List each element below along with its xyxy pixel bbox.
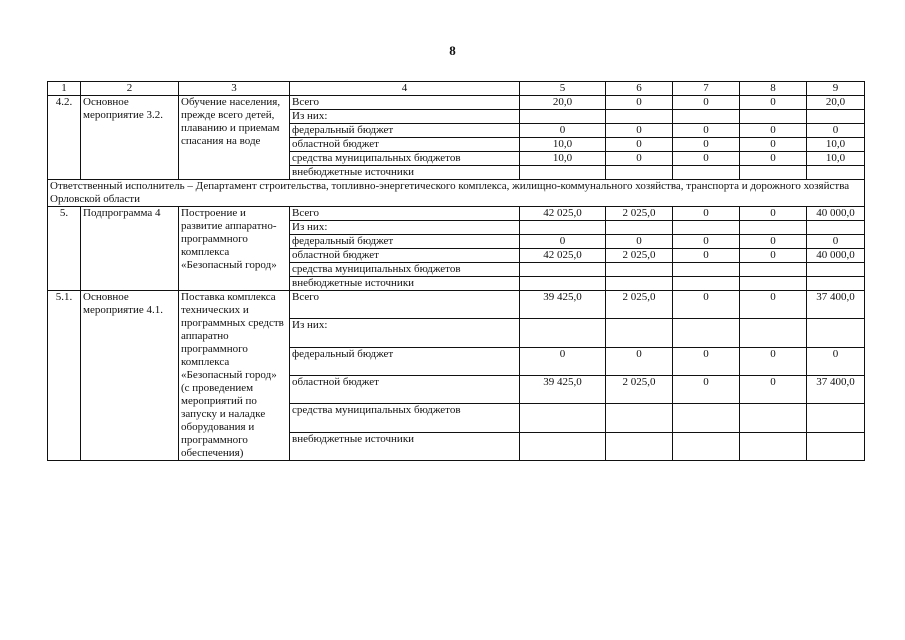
value-cell: 0 (673, 347, 740, 375)
value-cell (520, 110, 606, 124)
value-cell: 0 (740, 96, 807, 110)
value-cell: 10,0 (520, 138, 606, 152)
item-description: Обучение населения, прежде всего детей, плаванию и приемам спасания на воде (179, 96, 290, 180)
value-cell (520, 432, 606, 460)
value-cell (740, 221, 807, 235)
header-cell: 6 (606, 82, 673, 96)
table-row (48, 291, 865, 319)
value-cell: 0 (673, 249, 740, 263)
value-cell: 0 (520, 347, 606, 375)
funding-source: Всего (290, 96, 520, 110)
funding-source: внебюджетные источники (290, 166, 520, 180)
item-number: 5.1. (48, 291, 81, 461)
value-cell: 10,0 (807, 138, 865, 152)
header-cell: 9 (807, 82, 865, 96)
value-cell: 0 (740, 291, 807, 319)
value-cell (606, 110, 673, 124)
value-cell: 0 (673, 124, 740, 138)
value-cell (673, 263, 740, 277)
value-cell: 20,0 (520, 96, 606, 110)
value-cell (740, 432, 807, 460)
value-cell: 0 (807, 124, 865, 138)
value-cell: 42 025,0 (520, 207, 606, 221)
value-cell: 37 400,0 (807, 291, 865, 319)
value-cell: 0 (673, 235, 740, 249)
value-cell: 0 (673, 152, 740, 166)
value-cell (740, 404, 807, 432)
value-cell (606, 166, 673, 180)
header-cell: 2 (81, 82, 179, 96)
funding-source: федеральный бюджет (290, 347, 520, 375)
value-cell: 0 (673, 291, 740, 319)
budget-table (47, 81, 865, 461)
value-cell: 0 (807, 235, 865, 249)
value-cell: 2 025,0 (606, 375, 673, 403)
value-cell: 2 025,0 (606, 249, 673, 263)
value-cell (673, 166, 740, 180)
value-cell (740, 277, 807, 291)
header-cell: 4 (290, 82, 520, 96)
funding-source: Из них: (290, 319, 520, 347)
value-cell: 0 (520, 124, 606, 138)
funding-source: Всего (290, 207, 520, 221)
value-cell: 20,0 (807, 96, 865, 110)
value-cell: 0 (606, 96, 673, 110)
value-cell (606, 277, 673, 291)
funding-source: федеральный бюджет (290, 235, 520, 249)
value-cell: 0 (673, 96, 740, 110)
value-cell (807, 166, 865, 180)
item-name: Основное мероприятие 3.2. (81, 96, 179, 180)
value-cell (520, 319, 606, 347)
value-cell (807, 319, 865, 347)
header-cell: 7 (673, 82, 740, 96)
value-cell: 10,0 (807, 152, 865, 166)
header-cell: 3 (179, 82, 290, 96)
funding-source: внебюджетные источники (290, 277, 520, 291)
value-cell (520, 277, 606, 291)
item-description: Поставка комплекса технических и программных средств аппаратно программного комплекса «Безопасный город» (с проведением мероприятий по запуску и наладке оборудования и программного обеспечения) (179, 291, 290, 461)
value-cell: 0 (606, 138, 673, 152)
value-cell: 0 (740, 249, 807, 263)
value-cell (606, 319, 673, 347)
value-cell: 0 (740, 207, 807, 221)
value-cell (520, 221, 606, 235)
item-description: Построение и развитие аппаратно-программного комплекса «Безопасный город» (179, 207, 290, 291)
item-name: Основное мероприятие 4.1. (81, 291, 179, 461)
funding-source: Из них: (290, 221, 520, 235)
value-cell (807, 404, 865, 432)
value-cell: 0 (740, 138, 807, 152)
value-cell: 0 (606, 235, 673, 249)
funding-source: областной бюджет (290, 249, 520, 263)
item-number: 5. (48, 207, 81, 291)
value-cell (606, 404, 673, 432)
value-cell: 2 025,0 (606, 207, 673, 221)
header-row (48, 82, 865, 96)
funding-source: Всего (290, 291, 520, 319)
value-cell: 0 (520, 235, 606, 249)
value-cell (520, 404, 606, 432)
value-cell (807, 277, 865, 291)
funding-source: областной бюджет (290, 375, 520, 403)
value-cell: 0 (606, 347, 673, 375)
value-cell: 0 (673, 138, 740, 152)
header-cell: 1 (48, 82, 81, 96)
value-cell (520, 166, 606, 180)
value-cell (807, 263, 865, 277)
value-cell: 37 400,0 (807, 375, 865, 403)
value-cell: 42 025,0 (520, 249, 606, 263)
value-cell (807, 110, 865, 124)
value-cell (807, 221, 865, 235)
value-cell (673, 432, 740, 460)
funding-source: внебюджетные источники (290, 432, 520, 460)
value-cell: 0 (606, 124, 673, 138)
value-cell: 0 (740, 124, 807, 138)
value-cell: 40 000,0 (807, 207, 865, 221)
value-cell: 0 (740, 152, 807, 166)
value-cell (673, 221, 740, 235)
responsible-executor: Ответственный исполнитель – Департамент строительства, топливно-энергетического комплекса, жилищно-коммунального хозяйства, транспорта и дорожного хозяйства Орловской области (48, 180, 865, 207)
item-number: 4.2. (48, 96, 81, 180)
value-cell (606, 263, 673, 277)
value-cell (673, 110, 740, 124)
value-cell: 40 000,0 (807, 249, 865, 263)
value-cell (673, 277, 740, 291)
value-cell: 39 425,0 (520, 375, 606, 403)
value-cell: 0 (606, 152, 673, 166)
value-cell (520, 263, 606, 277)
table-row (48, 207, 865, 221)
value-cell: 10,0 (520, 152, 606, 166)
value-cell (740, 319, 807, 347)
value-cell (606, 432, 673, 460)
value-cell: 0 (673, 375, 740, 403)
funding-source: средства муниципальных бюджетов (290, 152, 520, 166)
value-cell (740, 110, 807, 124)
table-row (48, 180, 865, 207)
value-cell (807, 432, 865, 460)
funding-source: Из них: (290, 110, 520, 124)
item-name: Подпрограмма 4 (81, 207, 179, 291)
value-cell (740, 263, 807, 277)
value-cell: 39 425,0 (520, 291, 606, 319)
page-number: 8 (449, 43, 456, 58)
value-cell: 0 (740, 235, 807, 249)
value-cell: 0 (740, 347, 807, 375)
value-cell: 0 (807, 347, 865, 375)
table-row (48, 96, 865, 110)
value-cell (606, 221, 673, 235)
value-cell: 0 (740, 375, 807, 403)
header-cell: 5 (520, 82, 606, 96)
value-cell (673, 404, 740, 432)
funding-source: средства муниципальных бюджетов (290, 263, 520, 277)
value-cell: 0 (673, 207, 740, 221)
header-cell: 8 (740, 82, 807, 96)
funding-source: средства муниципальных бюджетов (290, 404, 520, 432)
funding-source: федеральный бюджет (290, 124, 520, 138)
value-cell (740, 166, 807, 180)
value-cell: 2 025,0 (606, 291, 673, 319)
funding-source: областной бюджет (290, 138, 520, 152)
value-cell (673, 319, 740, 347)
